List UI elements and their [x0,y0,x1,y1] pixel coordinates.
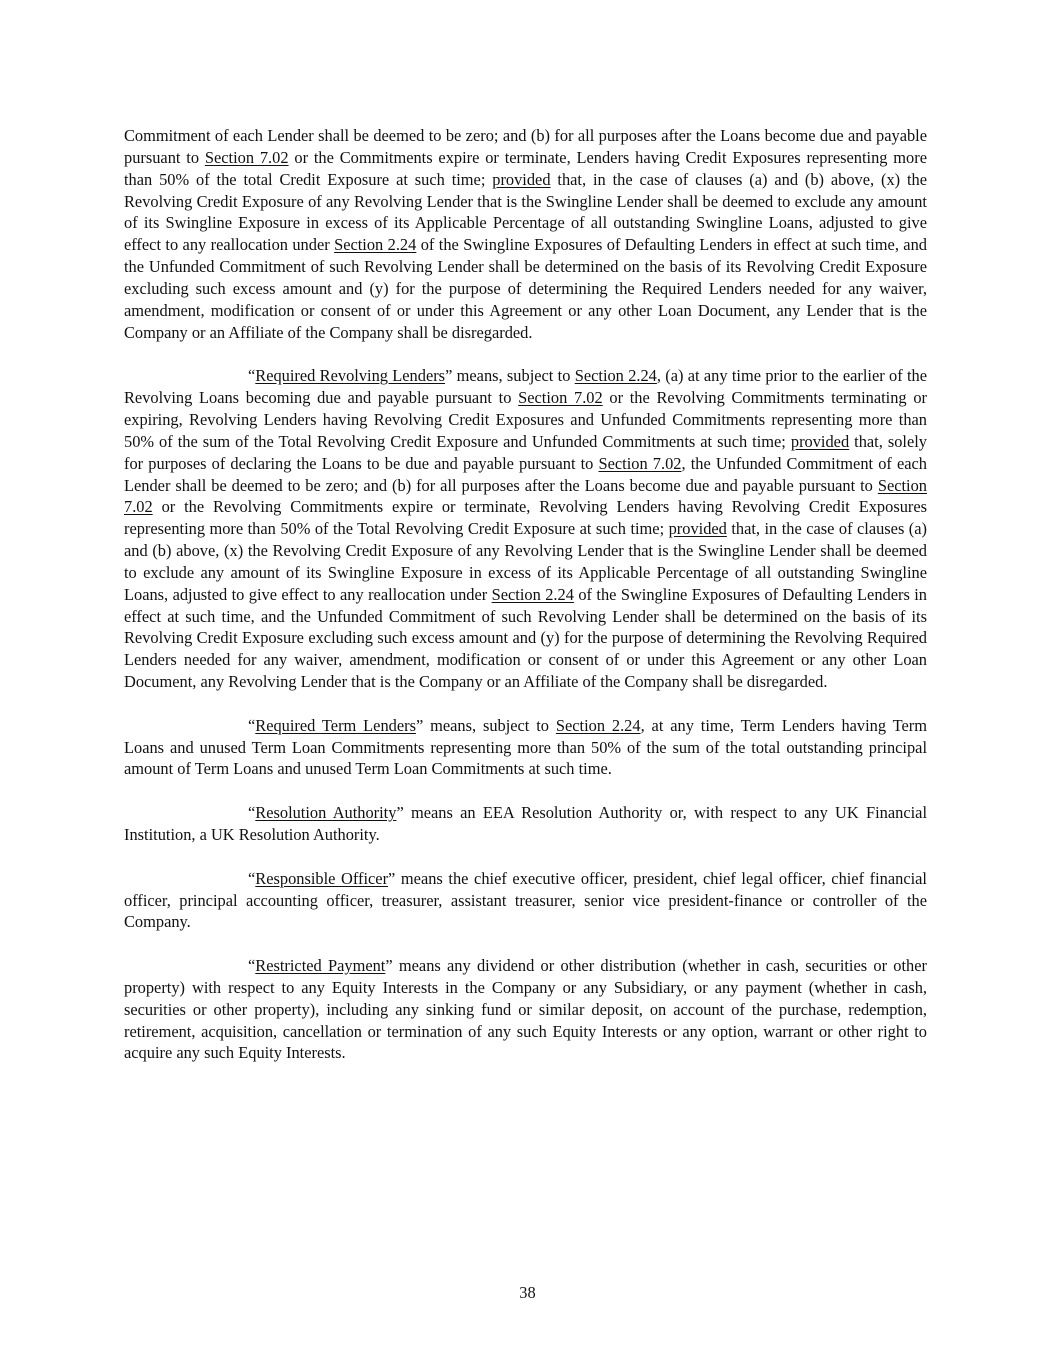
text: ” means any dividend or other distribution (whether in cash, securities or other property) with respect to any Equity Interests in the Company or any Subsidiary, or any payment (whether in cash, securities or other property), including any sinking fund or similar deposit, on account of the purchase, redemption, retirement, acquisition, cancellation or termination of any such Equity Interests or any option, warrant or other right to acquire any such Equity Interests. [124,956,927,1063]
text: ” means, subject to [445,366,575,386]
section-reference: Section 2.24 [574,366,657,386]
text: , at any time, Term Lenders having Term Loans and unused Term Loan Commitments representing more than 50% of the sum of the total outstanding principal amount of Term Loans and unused Term Loan Commitments at such time. [124,715,927,779]
text: ” means an EEA Resolution Authority or, with respect to any UK Financial Institution, a UK Resolution Authority. [124,803,927,844]
text: “ [248,715,256,735]
definition-restricted-payment [124,955,927,1064]
text: , the Unfunded Commitment of each Lender shall be deemed to be zero; and (b) for all purposes after the Loans become due and payable pursuant to [124,453,928,495]
text: or the Revolving Commitments terminating or expiring, Revolving Lenders having Revolving Credit Exposures and Unfunded Commitments representing more than 50% of the sum of the Total Revolving Credit Exposure and Unfunded Commitments at such time; [124,388,927,451]
defined-term: Responsible Officer [255,868,389,888]
text: that, solely for purposes of declaring the Loans to be due and payable pursuant to [124,431,927,473]
text: or the Commitments expire or terminate, Lenders having Credit Exposures representing more than 50% of the total Credit Exposure at such time; [124,147,927,189]
text: “ [248,956,256,976]
proviso-term: provided [790,431,850,451]
section-reference: Section 7.02 [598,453,682,473]
text: of the Swingline Exposures of Defaulting Lenders in effect at such time, and the Unfunded Commitment of such Revolving Lender shall be determined on the basis of its Revolving Credit Exposure excluding such excess amount and (y) for the purpose of determining the Revolving Required Lenders needed for any waiver, amendment, modification or consent of or under this Agreement or any other Loan Document, any Revolving Lender that is the Company or an Affiliate of the Company shall be disregarded. [124,584,927,692]
text: that, in the case of clauses (a) and (b) above, (x) the Revolving Credit Exposure of any Revolving Lender that is the Swingline Lender shall be deemed to exclude any amount of its Swingline Exposure in excess of its Applicable Percentage of all outstanding Swingline Loans, adjusted to give effect to any reallocation under [124,169,928,255]
section-reference: Section 7.02 [124,475,927,517]
section-reference: Section 7.02 [204,147,289,167]
text: ” means the chief executive officer, president, chief legal officer, chief financial officer, principal accounting officer, treasurer, assistant treasurer, senior vice president-finance or controller of the Company. [124,868,927,932]
defined-term: Resolution Authority [255,803,397,823]
definition-resolution-authority [124,802,927,846]
text: ” means, subject to [415,715,556,735]
document-body [124,125,927,1086]
section-reference: Section 2.24 [491,584,574,604]
text: Commitment of each Lender shall be deemed to be zero; and (b) for all purposes after the Loans become due and payable pursuant to [124,126,927,167]
text: that, in the case of clauses (a) and (b) above, (x) the Revolving Credit Exposure of any Revolving Lender that is the Swingline Lender shall be deemed to exclude any amount of its Swingline Exposure in excess of its Applicable Percentage of all outstanding Swingline Loans, adjusted to give effect to any reallocation under [124,519,927,604]
text: “ [248,366,256,386]
section-reference: Section 7.02 [518,388,603,408]
paragraph-continuation [124,125,927,343]
defined-term: Required Revolving Lenders [255,366,446,386]
defined-term: Restricted Payment [255,956,386,976]
defined-term: Required Term Lenders [255,715,416,735]
page-number: 38 [519,1283,536,1302]
text: or the Revolving Commitments expire or terminate, Revolving Lenders having Revolving Credit Exposures representing more than 50% of the Total Revolving Credit Exposure at such time; [124,497,927,539]
text: “ [248,868,256,888]
text: “ [248,803,256,823]
section-reference: Section 2.24 [555,715,641,735]
text: , (a) at any time prior to the earlier of the Revolving Loans becoming due and payable pursuant to [124,366,928,408]
definition-required-term-lenders [124,715,927,781]
proviso-term: provided [668,519,727,539]
proviso-term: provided [492,169,551,189]
text: of the Swingline Exposures of Defaulting Lenders in effect at such time, and the Unfunded Commitment of such Revolving Lender shall be determined on the basis of its Revolving Credit Exposure excluding such excess amount and (y) for the purpose of determining the Required Lenders needed for any waiver, amendment, modification or consent of or under this Agreement or any other Loan Document, any Lender that is the Company or an Affiliate of the Company shall be disregarded. [124,235,927,342]
definition-responsible-officer [124,868,927,934]
section-reference: Section 2.24 [334,235,417,255]
definition-required-revolving-lenders [124,365,927,693]
